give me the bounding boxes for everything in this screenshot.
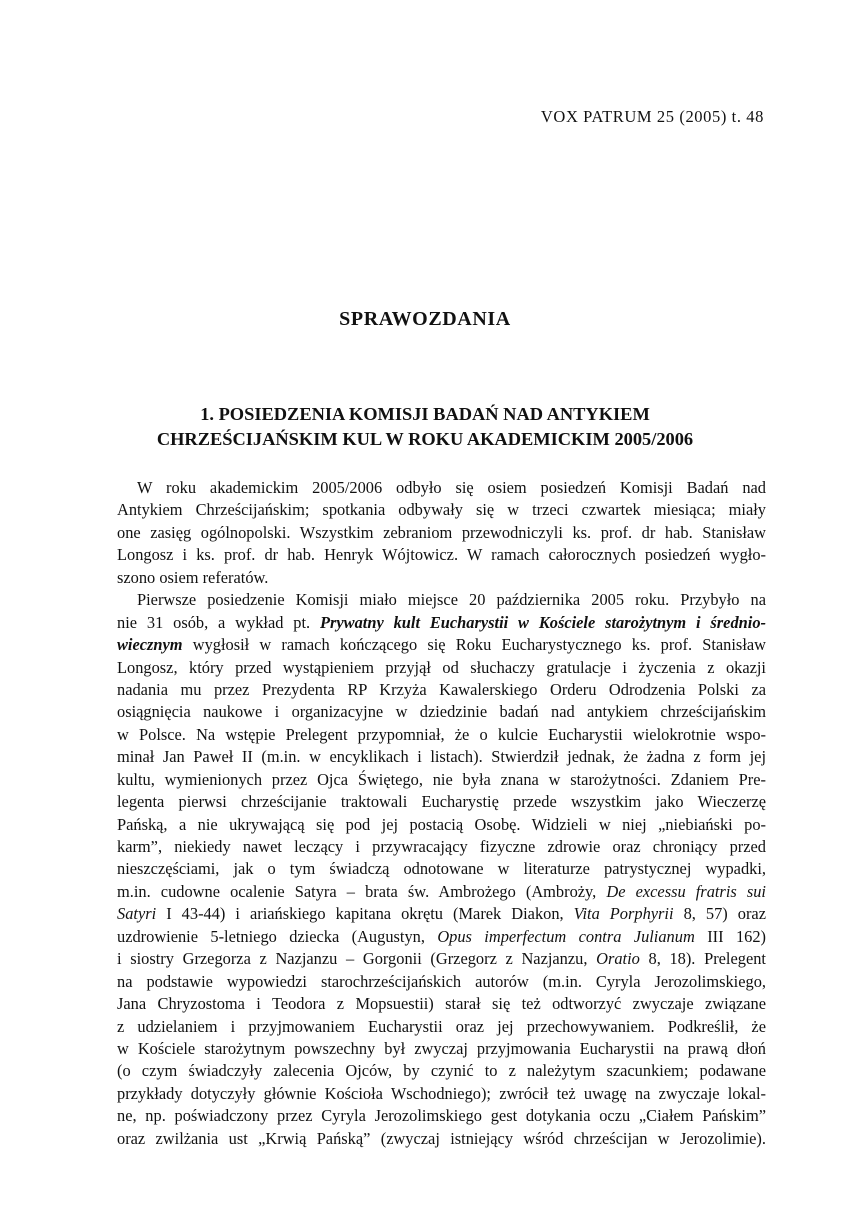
- body-text: [117, 477, 766, 1150]
- lecture-title: Prywatny kult Eucharystii w Kościele starożytnym i średnio-: [319, 612, 766, 632]
- text-run: 8, 18). Prelegent: [648, 949, 766, 969]
- paragraph-line: [117, 948, 766, 970]
- paragraph-line: z udzielaniem i przyjmowaniem Eucharystii oraz jej przechowywaniem. Podkreślił, że: [117, 1016, 766, 1036]
- text-run: III 162): [707, 926, 766, 946]
- work-title: Satyri: [117, 904, 157, 924]
- paragraph-line: oraz zwilżania ust „Krwią Pańską” (zwyczaj istniejący wśród chrześcijan w Jerozolimie).: [117, 1128, 766, 1148]
- article-title-line: 1. POSIEDZENIA KOMISJI BADAŃ NAD ANTYKIEM: [200, 404, 650, 424]
- text-run: I 43-44) i ariańskiego kapitana okrętu (Marek Diakon,: [166, 904, 564, 924]
- paragraph-line: nadania mu przez Prezydenta RP Krzyża Kawalerskiego Orderu Odrodzenia Polski za: [117, 679, 766, 699]
- paragraph-line: one zasięg ogólnopolski. Wszystkim zebraniom przewodniczyli ks. prof. dr hab. Stanisław: [117, 522, 766, 542]
- paragraph-line: w Kościele starożytnym powszechny był zwyczaj przyjmowania Eucharystii na prawą dłoń: [117, 1038, 766, 1058]
- paragraph-line: (o czym świadczyły zalecenia Ojców, by czynić to z należytym szacunkiem; podawane: [117, 1061, 766, 1081]
- paragraph-line: przykłady dotyczyły głównie Kościoła Wschodniego); zwrócił też uwagę na zwyczaje lokal-: [117, 1083, 766, 1103]
- paragraph-line: [117, 612, 766, 634]
- paragraph-line: ne, np. poświadczony przez Cyryla Jerozolimskiego gest dotykania oczu „Ciałem Pańskim”: [117, 1106, 766, 1126]
- paragraph-line: W roku akademickim 2005/2006 odbyło się osiem posiedzeń Komisji Badań nad: [137, 478, 766, 497]
- text-run: m.in. cudowne ocalenie Satyra – brata św. Ambrożego (Ambroży,: [117, 881, 597, 901]
- paragraph-line: legenta pierwsi chrześcijanie traktowali Eucharystię przede wszystkim jako Wieczerzę: [117, 792, 766, 812]
- work-title: Opus imperfectum contra Julianum: [437, 926, 695, 946]
- work-title: De excessu fratris sui: [606, 881, 766, 901]
- paragraph-line: Jana Chryzostoma i Teodora z Mopsuestii) starał się też odtworzyć zwyczaje związane: [117, 994, 766, 1014]
- paragraph-line: [117, 634, 766, 656]
- text-run: i siostry Grzegorza z Nazjanzu – Gorgonii (Grzegorz z Nazjanzu,: [117, 949, 588, 969]
- paragraph-line: szono osiem referatów.: [117, 567, 269, 587]
- paragraph-line: Pańską, a nie ukrywającą się pod jej postacią Osobę. Widzieli w niej „niebiański po-: [117, 814, 766, 834]
- work-title: Oratio: [596, 949, 640, 969]
- paragraph-line: kultu, wymienionych przez Ojca Świętego, nie była znana w starożytności. Zdaniem Pre-: [117, 769, 766, 789]
- lecture-title: wiecznym: [117, 635, 183, 655]
- paragraph-line: [117, 926, 766, 948]
- section-title: SPRAWOZDANIA: [339, 308, 511, 330]
- text-run: nie 31 osób, a wykład pt.: [117, 612, 311, 632]
- text-run: uzdrowienie 5-letniego dziecka (Augustyn,: [117, 926, 425, 946]
- paragraph-line: na podstawie wypowiedzi starochrześcijańskich autorów (m.in. Cyryla Jerozolimskiego,: [117, 971, 766, 991]
- article-title: [0, 402, 850, 452]
- paragraph-line: [117, 881, 766, 903]
- paragraph-line: minał Jan Paweł II (m.in. w encyklikach i listach). Stwierdził jednak, że żadna z form jej: [117, 747, 766, 767]
- paragraph-line: Pierwsze posiedzenie Komisji miało miejsce 20 października 2005 roku. Przybyło na: [137, 590, 766, 610]
- paragraph-line: w Polsce. Na wstępie Prelegent przypomniał, że o kulcie Eucharystii wielokrotnie wspo-: [117, 724, 766, 744]
- paragraph-line: nieszczęściami, jak o tym świadczą odnotowane w literaturze patrystycznej wypadki,: [117, 859, 766, 879]
- article-title-line: CHRZEŚCIJAŃSKIM KUL W ROKU AKADEMICKIM 2005/2006: [156, 429, 694, 449]
- paragraph-line: osiągnięcia naukowe i organizacyjne w dziedzinie badań nad antykiem chrześcijańskim: [117, 702, 766, 722]
- work-title: Vita Porphyrii: [573, 904, 674, 924]
- paragraph-line: Longosz, który przed wystąpieniem przyjął od słuchaczy gratulacje i życzenia z okazji: [117, 657, 766, 677]
- paragraph-line: Longosz i ks. prof. dr hab. Henryk Wójtowicz. W ramach całorocznych posiedzeń wygło-: [117, 545, 766, 565]
- text-run: 8, 57) oraz: [683, 904, 766, 924]
- paragraph-line: [117, 903, 766, 925]
- paragraph-line: Antykiem Chrześcijańskim; spotkania odbywały się w trzeci czwartek miesiąca; miały: [117, 500, 766, 520]
- running-head: VOX PATRUM 25 (2005) t. 48: [540, 107, 764, 126]
- paragraph-line: karm”, niekiedy nawet leczący i przywracający fizyczne zdrowie oraz chroniący przed: [117, 837, 766, 856]
- text-run: wygłosił w ramach kończącego się Roku Eucharystycznego ks. prof. Stanisław: [192, 635, 766, 655]
